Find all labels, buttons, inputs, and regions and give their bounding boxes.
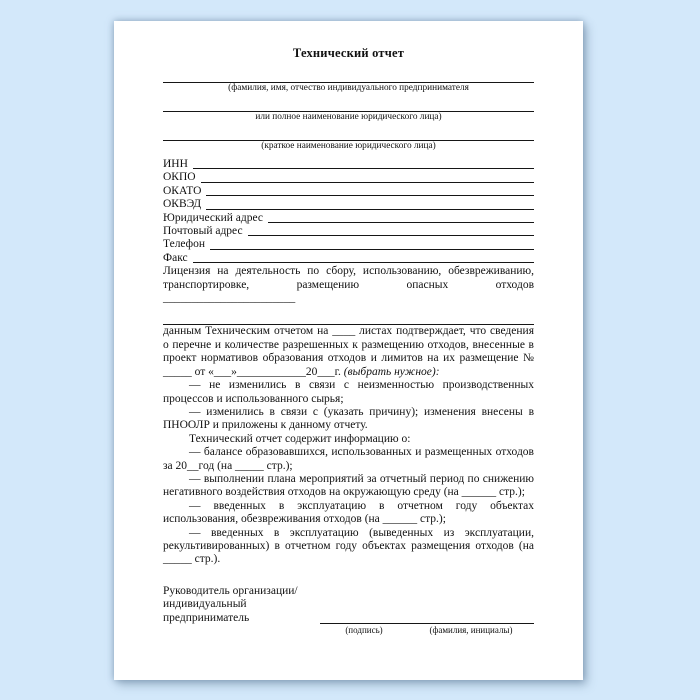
- requisite-label: Почтовый адрес: [163, 225, 243, 238]
- signature-caption: (подпись): [345, 624, 383, 635]
- requisite-label: ОКВЭД: [163, 198, 202, 211]
- requisite-label: ИНН: [163, 158, 188, 170]
- field-caption: (краткое наименование юридического лица): [261, 141, 436, 151]
- license-paragraph: [163, 265, 534, 305]
- signature-line: [320, 585, 408, 624]
- blank-line: [163, 71, 534, 83]
- requisite-label: Юридический адрес: [163, 211, 263, 224]
- requisites-block: [163, 158, 534, 265]
- requisite-row-postal-address: [163, 225, 534, 238]
- contents-item: — введенных в эксплуатацию в отчетном году объектах использования, обезвреживания отходов (на ______ стр.);: [163, 499, 534, 526]
- blank-fill: [206, 198, 534, 209]
- blank-fill: [206, 185, 534, 196]
- requisite-row-legal-address: [163, 212, 534, 225]
- name-field: [408, 585, 534, 636]
- header-blank-full-name: [163, 100, 534, 123]
- blank-fill: [201, 171, 534, 182]
- document-title: Технический отчет: [292, 46, 405, 60]
- blank-line: [163, 129, 534, 141]
- header-blank-short-name: [163, 129, 534, 152]
- blank-fill: [210, 238, 534, 249]
- header-blank-fio: [163, 71, 534, 94]
- license-inline-blank: _______________________: [163, 292, 296, 305]
- field-caption: (фамилия, имя, отчество индивидуального предпринимателя: [228, 83, 469, 93]
- contents-item: — выполнении плана мероприятий за отчетный период по снижению негативного воздействия отходов на окружающую среду (на ______ стр.);: [163, 472, 534, 499]
- license-text: Лицензия на деятельность по сбору, использованию, обезвреживанию, транспортировке, размещению опасных отходов: [163, 265, 534, 291]
- contents-item: — введенных в эксплуатацию (выведенных из эксплуатации, рекультивированных) в отчетном году объектах размещения отходов (на _____ стр.).: [163, 526, 534, 566]
- document-page: [114, 21, 583, 680]
- requisite-label: ОКПО: [163, 171, 196, 184]
- name-caption: (фамилия, инициалы): [429, 624, 513, 635]
- confirmation-paragraph: [163, 325, 534, 379]
- signatory-label: Руководитель организации/ индивидуальный предприниматель: [163, 584, 298, 624]
- requisite-row-inn: [163, 158, 534, 171]
- name-line: [408, 585, 534, 624]
- requisite-row-fax: [163, 252, 534, 265]
- blank-fill: [193, 252, 534, 263]
- requisite-label: ОКАТО: [163, 184, 202, 197]
- blank-fill: [193, 158, 534, 169]
- field-caption: или полное наименование юридического лица): [255, 112, 442, 122]
- requisite-row-okpo: [163, 171, 534, 184]
- requisite-label: Факс: [163, 251, 188, 264]
- option-item: — не изменились в связи с неизменностью производственных процессов и использованного сырья;: [163, 379, 534, 405]
- blank-fill: [268, 212, 534, 223]
- option-item: — изменились в связи с (указать причину); изменения внесены в ПНООЛР и приложены к данному отчету.: [163, 405, 534, 432]
- confirmation-text: данным Техническим отчетом на ____ листах подтверждает, что сведения о перечне и количестве разрешенных к размещению отходов, внесенные в проект нормативов образования отходов и лимитов на их размещение № _____ от «___»____________20___г.: [163, 325, 534, 378]
- requisite-row-phone: [163, 238, 534, 251]
- requisite-row-okved: [163, 198, 534, 211]
- blank-fill: [248, 225, 534, 236]
- requisite-row-okato: [163, 185, 534, 198]
- signature-fields: [310, 585, 534, 636]
- requisite-label: Телефон: [163, 238, 206, 251]
- contents-item: — балансе образовавшихся, использованных и размещенных отходов за 20__год (на _____ стр.);: [163, 446, 534, 472]
- choose-note: (выбрать нужное):: [343, 365, 440, 378]
- contents-intro: Технический отчет содержит информацию о:: [189, 432, 411, 445]
- signature-field: [320, 585, 408, 636]
- signature-block: [163, 585, 534, 636]
- blank-line: [163, 313, 534, 325]
- blank-line: [163, 100, 534, 112]
